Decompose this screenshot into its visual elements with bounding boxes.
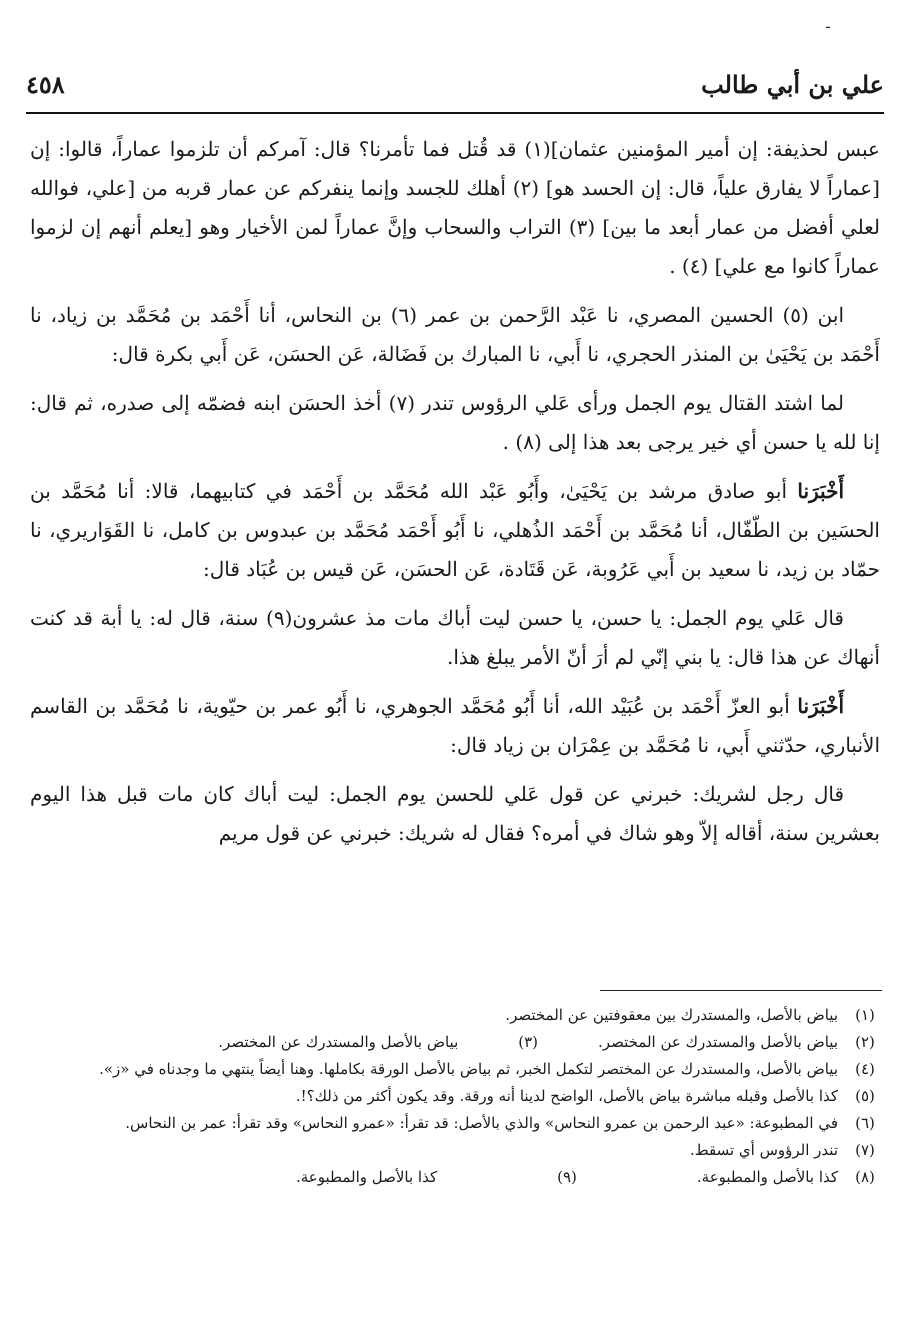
footnote-text: في المطبوعة: «عبد الرحمن بن عمرو النحاس» والذي بالأصل: قد تقرأ: «عمرو النحاس» وقد تقرأ: عمر بن النحاس. — [125, 1114, 838, 1132]
footnote-number: (٢) — [855, 1033, 875, 1051]
paragraph-text: أبو العزّ أَحْمَد بن عُبَيْد الله، أنا أَبُو مُحَمَّد الجوهري، نا أَبُو عمر بن حيّوية، نا مُحَمَّد بن القاسم الأنباري، حدّثني أَبي، نا مُحَمَّد بن عِمْرَان بن زياد قال: — [30, 694, 880, 757]
footnotes — [30, 1002, 882, 1191]
paragraph: لما اشتد القتال يوم الجمل ورأى عَلي الرؤوس تندر (٧) أخذ الحسَن ابنه فضمّه إلى صدره، ثم قال: إنا لله يا حسن أي خير يرجى بعد هذا إلى (٨) . — [30, 391, 880, 454]
footnote-text: بياض بالأصل والمستدرك عن المختصر. — [598, 1033, 838, 1051]
footnote-text: كذا بالأصل والمطبوعة. — [296, 1168, 438, 1186]
paragraph: قال رجل لشريك: خبرني عن قول عَلي للحسن يوم الجمل: ليت أباك كان مات قبل هذا اليوم بعشرين سنة، أقاله إلاّ وهو شاك في أمره؟ فقال له شريك: خبرني عن قول مريم — [30, 782, 880, 845]
footnote-number: (٥) — [855, 1087, 875, 1105]
paragraph: ابن (٥) الحسين المصري، نا عَبْد الرَّحمن بن عمر (٦) بن النحاس، أنا أَحْمَد بن مُحَمَّد بن زياد، نا أَحْمَد بن يَحْيَىٰ بن المنذر الحجري، نا أَبي، نا المبارك بن فَضَالة، عَن الحسَن، عَن أَبي بكرة قال: — [30, 303, 880, 366]
footnote-text: بياض بالأصل، والمستدرك بين معقوفتين عن المختصر. — [505, 1006, 838, 1024]
footnote-number: (٤) — [855, 1060, 875, 1078]
running-title: علي بن أبي طالب — [701, 70, 884, 99]
footnote-number: (٩) — [557, 1168, 577, 1186]
paragraph — [30, 687, 880, 765]
footnote — [30, 1110, 882, 1137]
footnote-text: بياض بالأصل والمستدرك عن المختصر. — [218, 1033, 459, 1051]
footnote — [30, 1002, 882, 1029]
footnote-text: تندر الرؤوس أي تسقط. — [690, 1141, 838, 1159]
footnote — [30, 1137, 882, 1164]
footnote-number: (١) — [855, 1006, 875, 1024]
footnote-number: (٨) — [855, 1168, 875, 1186]
page-mark: ـ — [826, 16, 831, 32]
footnote — [30, 1029, 882, 1056]
paragraph: قال عَلي يوم الجمل: يا حسن، يا حسن ليت أباك مات مذ عشرون(٩) سنة، قال له: يا أبة قد كنت أنهاك عن هذا قال: يا بني إنّي لم أرَ أنّ الأمر يبلغ هذا. — [30, 606, 880, 669]
paragraph: عبس لحذيفة: إن أمير المؤمنين عثمان](١) قد قُتل فما تأمرنا؟ قال: آمركم أن تلزموا عماراً، قالوا: إن [عماراً لا يفارق علياً، قال: إن الحسد هو] (٢) أهلك للجسد وإنما ينفركم عن عمار قربه من [علي، فوالله لعلي أفضل من عمار أبعد ما بين] (٣) التراب والسحاب وإنَّ عماراً لمن الأخيار وهو [يعلم أنهم إن لزموا عماراً كانوا مع علي] (٤) . — [30, 137, 880, 278]
lead-word: أَخْبَرَنا — [797, 479, 845, 503]
footnote-text: كذا بالأصل وقبله مباشرة بياض بالأصل، الواضح لدينا أنه ورقة. وقد يكون أكثر من ذلك؟!. — [295, 1087, 838, 1105]
paragraph — [30, 472, 880, 589]
footnote-text: بياض بالأصل، والمستدرك عن المختصر لتكمل الخبر، ثم بياض بالأصل الورقة بكاملها. وهنا أيضاً ينتهي ما وجدناه في «ز». — [99, 1060, 838, 1078]
main-text — [30, 130, 880, 863]
footnote-number: (٦) — [855, 1114, 875, 1132]
footnote-text: كذا بالأصل والمطبوعة. — [696, 1168, 838, 1186]
footnote — [30, 1056, 882, 1083]
paragraph-text: أبو صادق مرشد بن يَحْيَىٰ، وأَبُو عَبْد الله مُحَمَّد بن أَحْمَد في كتابيهما، قالا: أنا مُحَمَّد بن الحسَين بن الطّفّال، أنا مُحَمَّد بن أَحْمَد الذُهلي، نا أَبُو أَحْمَد مُحَمَّد بن عبدوس بن كامل، نا القَوَاريري، نا حمّاد بن زيد، نا سعيد بن أَبي عَرُوبة، عَن قَتَادة، عَن الحسَن، عَن قيس بن عُبَاد قال: — [30, 479, 880, 581]
footnote-number: (٣) — [518, 1033, 539, 1051]
page-number: ٤٥٨ — [26, 70, 65, 99]
page-header — [26, 66, 884, 114]
footnote — [30, 1164, 882, 1191]
footnote-number: (٧) — [855, 1141, 875, 1159]
footnote — [30, 1083, 882, 1110]
footnote-separator — [600, 990, 882, 991]
lead-word: أَخْبَرَنا — [797, 694, 844, 718]
